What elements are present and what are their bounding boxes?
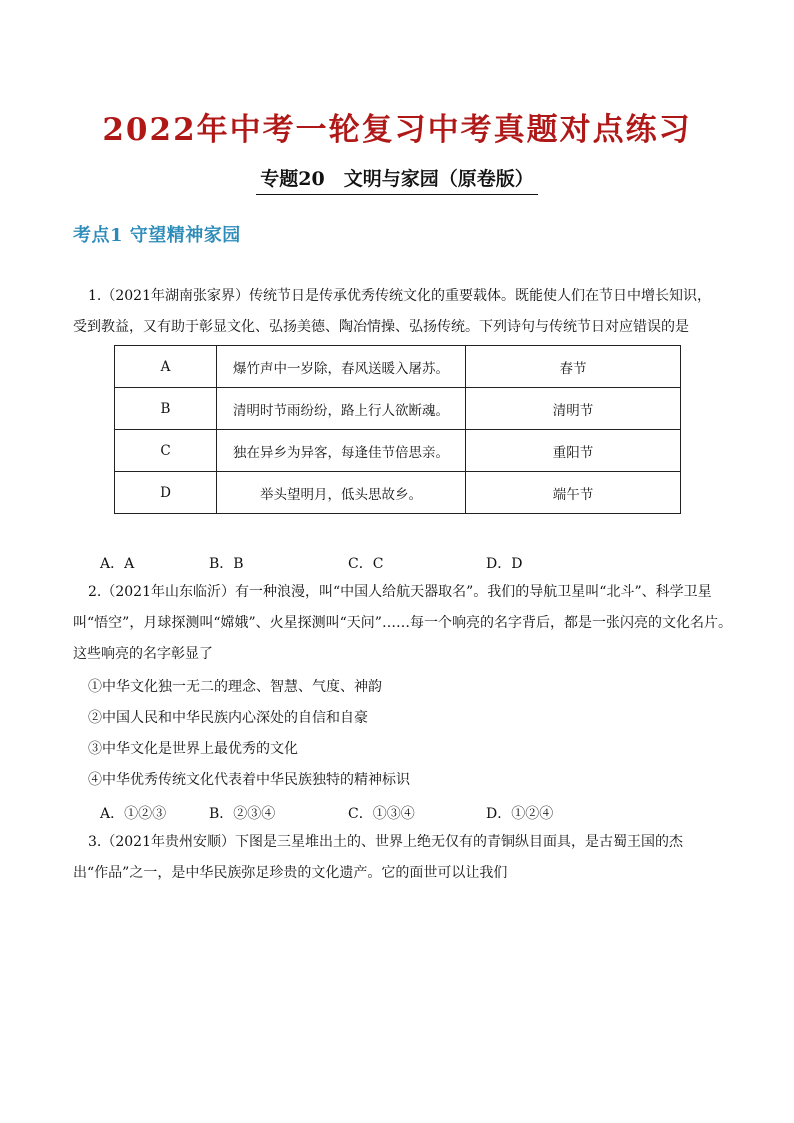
table-row bbox=[115, 346, 681, 388]
choice-a: A．A bbox=[100, 556, 135, 572]
q3-stem-line1: 3.（2021年贵州安顺）下图是三星堆出土的、世界上绝无仅有的青铜纵目面具，是古蜀王国的杰 bbox=[88, 834, 683, 850]
choice-b: B．B bbox=[209, 556, 244, 572]
choice-b: B．②③④ bbox=[209, 806, 276, 822]
choice-a: A．①②③ bbox=[100, 806, 167, 822]
q2-item: ①中华文化独一无二的理念、智慧、气度、神韵 bbox=[88, 679, 382, 695]
document-title: 2022年中考一轮复习中考真题对点练习 bbox=[102, 112, 692, 148]
choice-d: D．D bbox=[486, 556, 523, 572]
option-poem: 爆竹声中一岁除，春风送暖入屠苏。 bbox=[217, 346, 466, 388]
table-row bbox=[115, 472, 681, 514]
option-letter: A bbox=[115, 346, 217, 388]
option-festival: 端午节 bbox=[466, 472, 681, 514]
q1-options-table bbox=[114, 345, 681, 514]
table-row bbox=[115, 430, 681, 472]
option-letter: D bbox=[115, 472, 217, 514]
choice-d: D．①②④ bbox=[486, 806, 554, 822]
option-festival: 重阳节 bbox=[466, 430, 681, 472]
q2-stem-line1: 2.（2021年山东临沂）有一种浪漫，叫“中国人给航天器取名”。我们的导航卫星叫“北斗”、科学卫星 bbox=[88, 584, 712, 600]
q3-stem-line2: 出“作品”之一，是中华民族弥足珍贵的文化遗产。它的面世可以让我们 bbox=[73, 865, 508, 881]
q2-item: ③中华文化是世界上最优秀的文化 bbox=[88, 741, 298, 757]
option-poem: 清明时节雨纷纷，路上行人欲断魂。 bbox=[217, 388, 466, 430]
q2-item: ④中华优秀传统文化代表着中华民族独特的精神标识 bbox=[88, 772, 410, 788]
q2-stem-line3: 这些响亮的名字彰显了 bbox=[73, 646, 213, 662]
subtitle-text: 专题20 文明与家园（原卷版） bbox=[256, 164, 537, 195]
option-poem: 举头望明月，低头思故乡。 bbox=[217, 472, 466, 514]
option-letter: C bbox=[115, 430, 217, 472]
q2-item: ②中国人民和中华民族内心深处的自信和自豪 bbox=[88, 710, 368, 726]
option-poem: 独在异乡为异客，每逢佳节倍思亲。 bbox=[217, 430, 466, 472]
option-letter: B bbox=[115, 388, 217, 430]
table-row bbox=[115, 388, 681, 430]
document-subtitle bbox=[0, 164, 794, 195]
option-festival: 春节 bbox=[466, 346, 681, 388]
choice-c: C．①③④ bbox=[348, 806, 415, 822]
q2-stem-line2: 叫“悟空”，月球探测叫“嫦娥”、火星探测叫“天问”……每一个响亮的名字背后，都是一张闪亮的文化名片。 bbox=[73, 615, 732, 631]
choice-c: C．C bbox=[348, 556, 384, 572]
section-heading: 考点1 守望精神家园 bbox=[73, 225, 241, 246]
q1-stem-line2: 受到教益，又有助于彰显文化、弘扬美德、陶冶情操、弘扬传统。下列诗句与传统节日对应错误的是 bbox=[73, 319, 689, 335]
option-festival: 清明节 bbox=[466, 388, 681, 430]
q1-stem-line1: 1.（2021年湖南张家界）传统节日是传承优秀传统文化的重要载体。既能使人们在节日中增长知识， bbox=[88, 288, 711, 304]
